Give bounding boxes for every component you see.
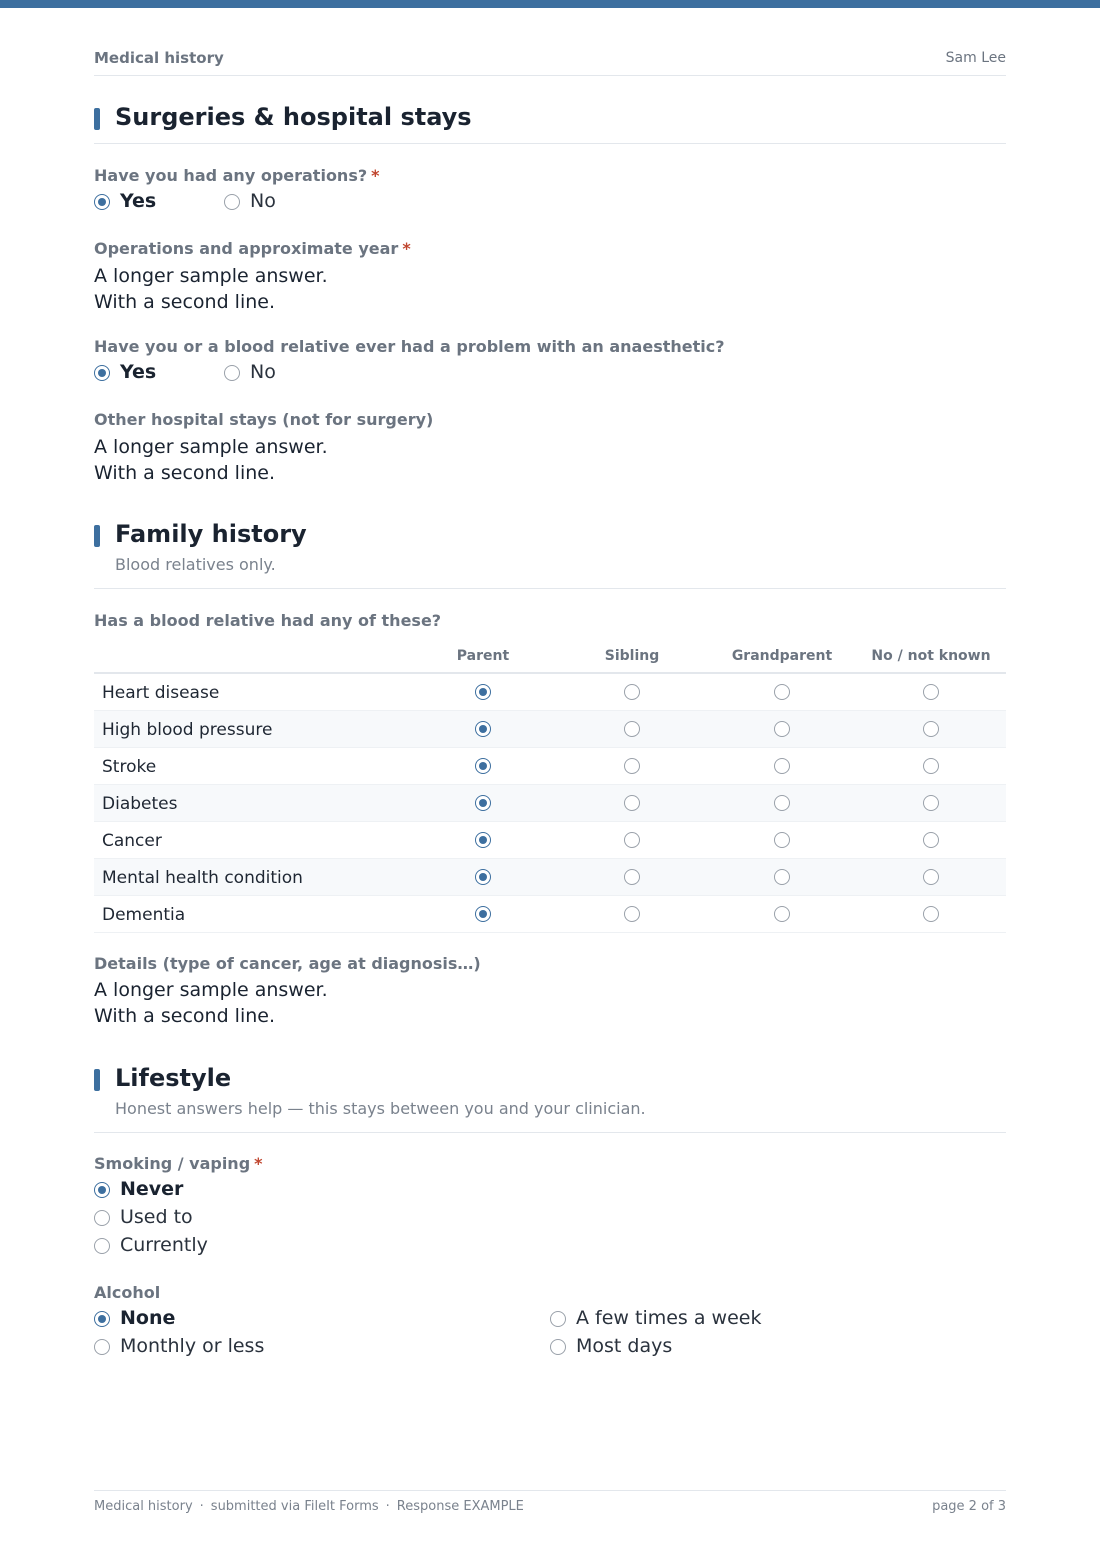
question-label-smoking: Smoking / vaping * <box>94 1154 263 1173</box>
option-label: Yes <box>120 361 157 383</box>
respondent-name: Sam Lee <box>945 50 1006 66</box>
matrix-radio[interactable] <box>923 832 939 848</box>
section-lifestyle <box>94 1064 1006 1133</box>
matrix-radio[interactable] <box>475 906 491 922</box>
question-label-details: Details (type of cancer, age at diagnosis…) <box>94 954 481 973</box>
matrix-radio[interactable] <box>923 758 939 774</box>
matrix-radio[interactable] <box>475 795 491 811</box>
question-label-operations: Have you had any operations? * <box>94 166 380 185</box>
matrix-row <box>94 785 1006 822</box>
section-accent-bar <box>94 525 100 547</box>
matrix-radio[interactable] <box>624 832 640 848</box>
matrix-row-label: Cancer <box>102 831 162 851</box>
page-number: page 2 of 3 <box>932 1499 1006 1514</box>
matrix-row <box>94 896 1006 933</box>
option-label: No <box>250 190 276 212</box>
question-label-operations-years: Operations and approximate year * <box>94 239 411 258</box>
section-title: Family history <box>115 520 307 548</box>
radio-anaesthetic-no[interactable] <box>224 365 240 381</box>
matrix-radio[interactable] <box>624 869 640 885</box>
matrix-radio[interactable] <box>624 684 640 700</box>
matrix-radio[interactable] <box>774 758 790 774</box>
matrix-row-label: Stroke <box>102 757 157 777</box>
section-subtitle: Honest answers help — this stays between you and your clinician. <box>115 1099 646 1118</box>
option-label: Monthly or less <box>120 1335 265 1357</box>
matrix-radio[interactable] <box>475 721 491 737</box>
matrix-row-label: Heart disease <box>102 683 220 703</box>
radio-alcohol-none[interactable] <box>94 1311 110 1327</box>
radio-smoking-never[interactable] <box>94 1182 110 1198</box>
footer-info: Medical history · submitted via FileIt Forms · Response EXAMPLE <box>94 1499 524 1514</box>
matrix-row-label: Diabetes <box>102 794 178 814</box>
matrix-radio[interactable] <box>923 869 939 885</box>
matrix-radio[interactable] <box>475 758 491 774</box>
required-marker: * <box>254 1154 263 1173</box>
option-label: Never <box>120 1178 184 1200</box>
question-label-alcohol: Alcohol <box>94 1283 161 1302</box>
matrix-row <box>94 711 1006 748</box>
page-footer <box>94 1490 1006 1520</box>
matrix-row-label: Mental health condition <box>102 868 303 888</box>
matrix-radio[interactable] <box>624 795 640 811</box>
option-label: Currently <box>120 1234 208 1256</box>
top-accent-bar <box>0 0 1100 8</box>
matrix-radio[interactable] <box>475 684 491 700</box>
radio-alcohol-monthly[interactable] <box>94 1339 110 1355</box>
question-label-anaesthetic: Have you or a blood relative ever had a problem with an anaesthetic? <box>94 337 725 356</box>
radio-alcohol-few-times-week[interactable] <box>550 1311 566 1327</box>
matrix-radio[interactable] <box>624 758 640 774</box>
option-label: Used to <box>120 1206 193 1228</box>
matrix-radio[interactable] <box>624 906 640 922</box>
matrix-row-label: Dementia <box>102 905 186 925</box>
document-title: Medical history <box>94 49 224 67</box>
section-subtitle: Blood relatives only. <box>115 555 276 574</box>
matrix-column-header: Parent <box>456 648 510 664</box>
matrix-row <box>94 859 1006 896</box>
matrix-radio[interactable] <box>475 832 491 848</box>
option-label: Most days <box>576 1335 673 1357</box>
radio-operations-no[interactable] <box>224 194 240 210</box>
radio-operations-yes[interactable] <box>94 194 110 210</box>
answer-details: A longer sample answer. With a second line. <box>94 979 328 1027</box>
matrix-column-header: No / not known <box>871 648 991 664</box>
matrix-radio[interactable] <box>475 869 491 885</box>
option-label: Yes <box>120 190 157 212</box>
matrix-header <box>94 637 1006 674</box>
matrix-row <box>94 822 1006 859</box>
page-header <box>94 48 1006 76</box>
section-accent-bar <box>94 1069 100 1091</box>
matrix-radio[interactable] <box>774 721 790 737</box>
matrix-radio[interactable] <box>923 721 939 737</box>
radio-smoking-currently[interactable] <box>94 1238 110 1254</box>
radio-smoking-used-to[interactable] <box>94 1210 110 1226</box>
matrix-row <box>94 748 1006 785</box>
answer-other-stays: A longer sample answer. With a second line. <box>94 436 328 484</box>
option-label: A few times a week <box>576 1307 762 1329</box>
answer-operations-years: A longer sample answer. With a second line. <box>94 265 328 313</box>
option-label: None <box>120 1307 176 1329</box>
matrix-radio[interactable] <box>774 832 790 848</box>
section-accent-bar <box>94 108 100 130</box>
matrix-radio[interactable] <box>774 906 790 922</box>
matrix-row <box>94 674 1006 711</box>
question-label-family-matrix: Has a blood relative had any of these? <box>94 611 442 630</box>
matrix-radio[interactable] <box>774 869 790 885</box>
radio-alcohol-most-days[interactable] <box>550 1339 566 1355</box>
matrix-row-label: High blood pressure <box>102 720 273 740</box>
required-marker: * <box>371 166 380 185</box>
section-surgeries <box>94 103 1006 144</box>
question-label-other-stays: Other hospital stays (not for surgery) <box>94 410 434 429</box>
matrix-radio[interactable] <box>624 721 640 737</box>
section-title: Surgeries & hospital stays <box>115 103 472 131</box>
matrix-radio[interactable] <box>923 684 939 700</box>
matrix-column-header: Sibling <box>604 648 660 664</box>
radio-anaesthetic-yes[interactable] <box>94 365 110 381</box>
option-label: No <box>250 361 276 383</box>
section-family-history <box>94 520 1006 589</box>
section-title: Lifestyle <box>115 1064 232 1092</box>
matrix-column-header: Grandparent <box>731 648 833 664</box>
required-marker: * <box>402 239 411 258</box>
matrix-radio[interactable] <box>774 795 790 811</box>
matrix-radio[interactable] <box>923 795 939 811</box>
matrix-radio[interactable] <box>774 684 790 700</box>
family-history-matrix <box>94 637 1006 933</box>
matrix-radio[interactable] <box>923 906 939 922</box>
